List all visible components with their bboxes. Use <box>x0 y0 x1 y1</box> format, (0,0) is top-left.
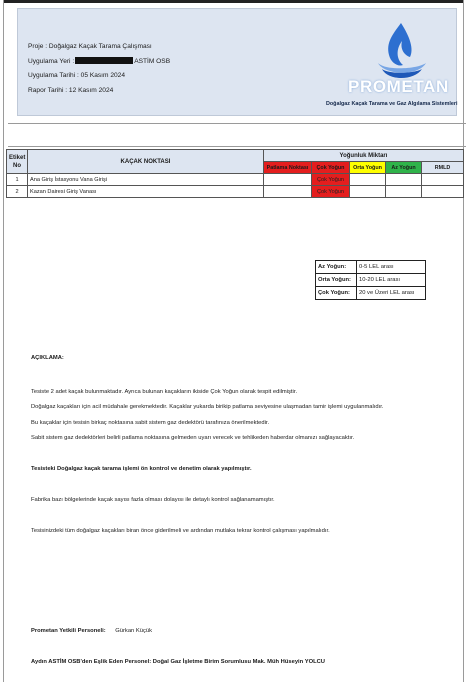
legend-value: 20 ve Üzeri LEL arası <box>357 287 426 300</box>
explanation-line: Tesiste 2 adet kaçak bulunmaktadır. Ayrıca bulunan kaçakların ikiside Çok Yoğun olarak tespit edilmiştir. <box>31 389 298 395</box>
row-patlama <box>264 174 312 186</box>
sub-patlama: Patlama Noktası <box>264 162 312 174</box>
report-header <box>17 8 457 116</box>
legend-row <box>316 274 426 287</box>
legend-value: 10-20 LEL arası <box>357 274 426 287</box>
site-label: Uygulama Yeri : <box>28 57 75 65</box>
divider-top <box>8 123 466 124</box>
row-point: Kazan Dairesi Giriş Vanası <box>28 186 264 198</box>
row-no: 2 <box>7 186 28 198</box>
divider-bottom <box>8 146 466 147</box>
sub-cok: Çok Yoğun <box>312 162 350 174</box>
col-point-header: KAÇAK NOKTASI <box>28 150 264 174</box>
row-cok: Çok Yoğun <box>312 186 350 198</box>
report-date-label: Rapor Tarihi : 12 Kasım 2024 <box>28 86 114 94</box>
row-patlama <box>264 186 312 198</box>
prometan-name: Gürkan Küçük <box>115 628 152 634</box>
row-rmld <box>422 186 464 198</box>
escort-personnel <box>31 659 325 665</box>
site-line <box>28 55 170 70</box>
escort-label: Aydın ASTİM OSB'den Eşlik Eden Personel: <box>31 659 152 665</box>
explanation-line: Doğalgaz kaçakları için acil müdahale gerekmektedir. Kaçaklar yukarda birikip patlama seviyesine ulaşmadan tamir işlemi uygulanmalıdır. <box>31 404 384 410</box>
top-rule <box>4 0 463 3</box>
leak-table <box>6 149 464 198</box>
prometan-personnel <box>31 628 152 634</box>
table-row <box>7 174 464 186</box>
table-row <box>7 186 464 198</box>
row-orta <box>350 186 386 198</box>
report-page <box>3 0 464 682</box>
legend-key: Az Yoğun: <box>316 261 357 274</box>
row-cok: Çok Yoğun <box>312 174 350 186</box>
row-az <box>386 174 422 186</box>
explanation-title: AÇIKLAMA: <box>31 355 64 361</box>
escort-name: Doğal Gaz İşletme Birim Sorumlusu Mak. Müh Hüseyin YOLCU <box>152 659 325 665</box>
legend-key: Orta Yoğun: <box>316 274 357 287</box>
date-label: Uygulama Tarihi : 05 Kasım 2024 <box>28 72 126 79</box>
note-line: Tesisinizdeki tüm doğalgaz kaçakları biran önce giderilmeli ve ardından mutlaka tekrar kontrol çalışması yapılmalıdır. <box>31 528 330 534</box>
explanation-line: Bu kaçaklar için tesisin birkaç noktasına sabit sistem gaz dedektörü tarafınıza önerilmektedir. <box>31 420 270 426</box>
site-suffix: ASTİM OSB <box>134 57 171 65</box>
legend-value: 0-5 LEL arası <box>357 261 426 274</box>
row-orta <box>350 174 386 186</box>
brand-name: PROMETAN <box>348 77 449 96</box>
row-no: 1 <box>7 174 28 186</box>
redaction-bar <box>75 57 133 64</box>
density-legend <box>315 260 426 300</box>
row-point: Ana Giriş İstasyonu Vana Girişi <box>28 174 264 186</box>
sub-az: Az Yoğun <box>386 162 422 174</box>
sub-orta: Orta Yoğun <box>350 162 386 174</box>
note-line: Fabrika bazı bölgelerinde kaçak sayısı fazla olması dolayısı ile detaylı kontrol sağlanamamıştır. <box>31 497 275 503</box>
col-label-header: Etiket No <box>7 150 28 174</box>
note-line: Tesisteki Doğalgaz kaçak tarama işlemi ön kontrol ve denetim olarak yapılmıştır. <box>31 466 252 472</box>
project-label: Proje : Doğalgaz Kaçak Tarama Çalışması <box>28 43 152 50</box>
row-az <box>386 186 422 198</box>
brand-tagline: Doğalgaz Kaçak Tarama ve Gaz Algılama Sistemleri <box>326 101 458 107</box>
prometan-label: Prometan Yetkili Personeli: <box>31 628 106 634</box>
header-info <box>28 40 170 98</box>
legend-row <box>316 287 426 300</box>
legend-key: Çok Yoğun: <box>316 287 357 300</box>
row-rmld <box>422 174 464 186</box>
density-header: Yoğunluk Miktarı <box>264 150 464 162</box>
legend-row <box>316 261 426 274</box>
sub-rmld: RMLD <box>422 162 464 174</box>
explanation-line: Sabit sistem gaz dedektörleri belirli patlama noktasına gelmeden uyarı verecek ve tehlikeden haberdar olmanızı sağlayacaktır. <box>31 435 355 441</box>
